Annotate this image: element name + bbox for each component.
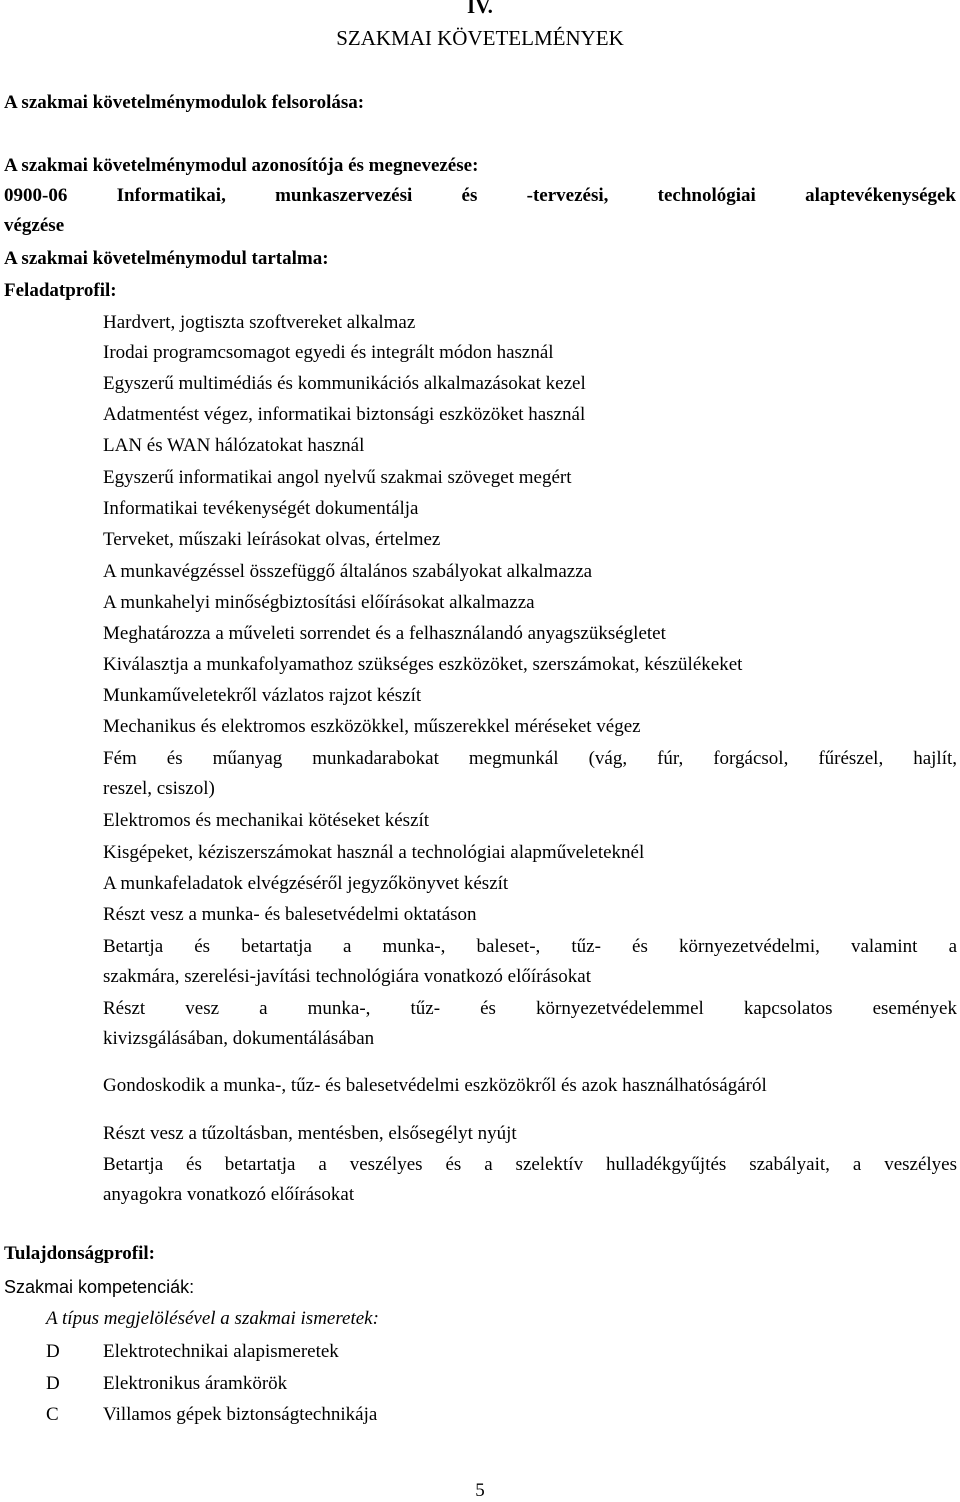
competencies-label: Szakmai kompetenciák:	[4, 1277, 195, 1297]
task-item: A munkavégzéssel összefüggő általános szabályokat alkalmazza	[103, 561, 593, 582]
task-item: Fém és műanyag munkadarabokat megmunkál (vág, fúr, forgácsol, fűrészel, hajlít,	[103, 748, 957, 769]
property-profile-heading: Tulajdonságprofil:	[4, 1243, 155, 1264]
task-item: LAN és WAN hálózatokat használ	[103, 435, 365, 456]
module-id-line-2: végzése	[4, 215, 65, 236]
modules-heading: A szakmai követelménymodulok felsorolása:	[4, 92, 365, 113]
task-item-continued: reszel, csiszol)	[103, 778, 215, 799]
task-item: Mechanikus és elektromos eszközökkel, műszerekkel méréseket végez	[103, 716, 641, 737]
competency-name: Elektrotechnikai alapismeretek	[103, 1341, 339, 1362]
task-item: Terveket, műszaki leírásokat olvas, értelmez	[103, 529, 441, 550]
page-title: SZAKMAI KÖVETELMÉNYEK	[336, 26, 624, 50]
chapter-number: IV.	[467, 0, 493, 18]
task-item: Betartja és betartatja a munka-, baleset-, tűz- és környezetvédelmi, valamint a	[103, 936, 957, 957]
competency-type: D	[46, 1373, 60, 1394]
task-item: Részt vesz a tűzoltásban, mentésben, elsősegélyt nyújt	[103, 1123, 517, 1144]
module-id-heading: A szakmai követelménymodul azonosítója és megnevezése:	[4, 155, 479, 176]
task-item: Hardvert, jogtiszta szoftvereket alkalmaz	[103, 312, 416, 333]
task-item: Betartja és betartatja a veszélyes és a szelektív hulladékgyűjtés szabályait, a veszélyes	[103, 1154, 957, 1175]
task-item: A munkahelyi minőségbiztosítási előírásokat alkalmazza	[103, 592, 535, 613]
task-item: Irodai programcsomagot egyedi és integrált módon használ	[103, 342, 554, 363]
task-item: Kisgépeket, kéziszerszámokat használ a technológiai alapműveleteknél	[103, 842, 645, 863]
task-item: Adatmentést végez, informatikai biztonsági eszközöket használ	[103, 404, 586, 425]
competency-name: Elektronikus áramkörök	[103, 1373, 288, 1394]
page-number: 5	[475, 1480, 485, 1501]
task-item-continued: kivizsgálásában, dokumentálásában	[103, 1028, 375, 1049]
task-item: Informatikai tevékenységét dokumentálja	[103, 498, 419, 519]
task-item: A munkafeladatok elvégzéséről jegyzőkönyvet készít	[103, 873, 509, 894]
task-item: Kiválasztja a munkafolyamathoz szükséges eszközöket, szerszámokat, készülékeket	[103, 654, 743, 675]
task-item: Egyszerű informatikai angol nyelvű szakmai szöveget megért	[103, 467, 572, 488]
competency-type: C	[46, 1404, 59, 1425]
module-id-line-1: 0900-06 Informatikai, munkaszervezési és -tervezési, technológiai alaptevékenységek	[4, 185, 956, 206]
task-item: Munkaműveletekről vázlatos rajzot készít	[103, 685, 422, 706]
task-item: Gondoskodik a munka-, tűz- és balesetvédelmi eszközökről és azok használhatóságáról	[103, 1075, 767, 1096]
type-note: A típus megjelölésével a szakmai ismeretek:	[46, 1308, 379, 1329]
module-content-heading: A szakmai követelménymodul tartalma:	[4, 248, 329, 269]
task-item: Egyszerű multimédiás és kommunikációs alkalmazásokat kezel	[103, 373, 586, 394]
competency-type: D	[46, 1341, 60, 1362]
task-item-continued: anyagokra vonatkozó előírásokat	[103, 1184, 355, 1205]
task-profile-heading: Feladatprofil:	[4, 280, 117, 301]
task-item: Részt vesz a munka- és balesetvédelmi oktatáson	[103, 904, 477, 925]
task-item: Elektromos és mechanikai kötéseket készít	[103, 810, 430, 831]
competency-name: Villamos gépek biztonságtechnikája	[103, 1404, 378, 1425]
task-item: Meghatározza a műveleti sorrendet és a felhasználandó anyagszükségletet	[103, 623, 666, 644]
task-item: Részt vesz a munka-, tűz- és környezetvédelemmel kapcsolatos események	[103, 998, 957, 1019]
task-item-continued: szakmára, szerelési-javítási technológiára vonatkozó előírásokat	[103, 966, 591, 987]
